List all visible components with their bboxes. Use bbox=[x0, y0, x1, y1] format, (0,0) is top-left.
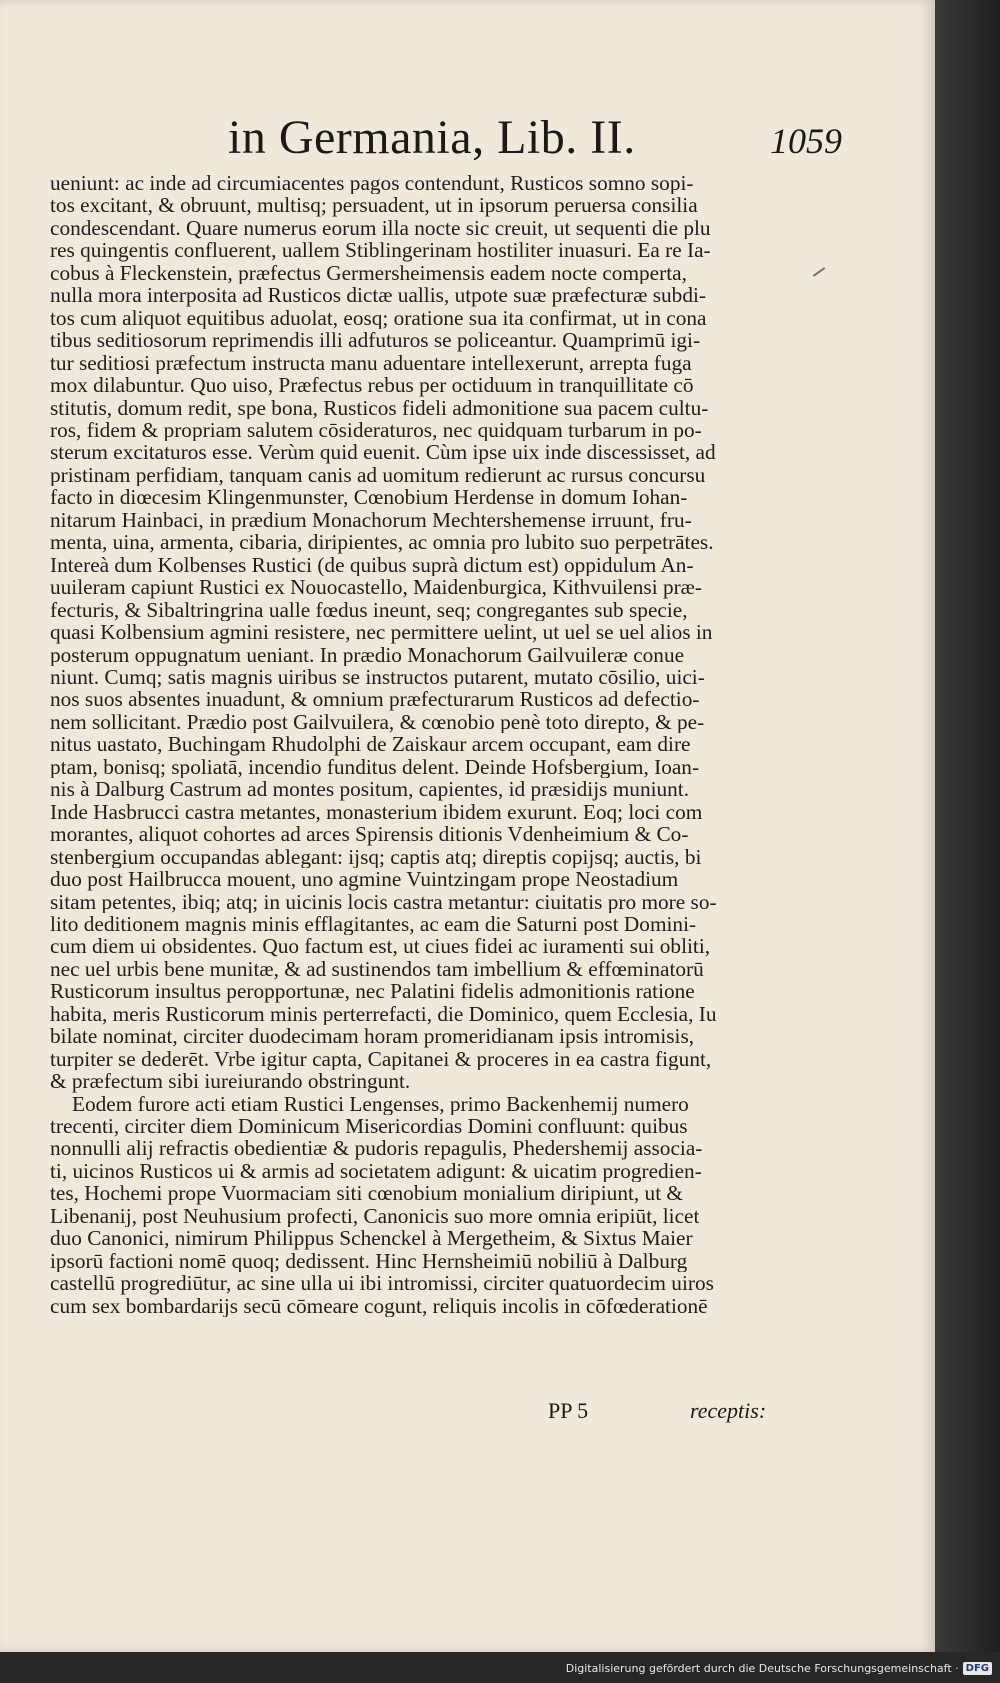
text-line: posterum oppugnatum ueniant. In prædio Monachorum Gailvuileræ conue bbox=[50, 643, 685, 666]
margin-mark bbox=[813, 267, 826, 277]
text-line: & præfectum sibi iureiurando obstringunt. bbox=[50, 1070, 411, 1093]
text-line: nis à Dalburg Castrum ad montes positum, capientes, id præsidijs muniunt. bbox=[50, 778, 690, 801]
text-line: menta, uina, armenta, cibaria, diripientes, ac omnia pro lubito suo perpetrātes. bbox=[50, 531, 714, 554]
text-line: Inde Hasbrucci castra metantes, monasterium ibidem exurunt. Eoq; loci com bbox=[50, 800, 703, 824]
text-line: stenbergium occupandas ablegant: ijsq; captis atq; direptis copijsq; auctis, bi bbox=[50, 845, 702, 869]
text-line: trecenti, circiter diem Dominicum Misericordias Domini confluunt: quibus bbox=[50, 1115, 688, 1138]
text-line: habita, meris Rusticorum minis perterrefacti, die Dominico, quem Ecclesia, Iu bbox=[50, 1002, 717, 1026]
dfg-logo-icon: DFG bbox=[963, 1662, 992, 1675]
text-line: ueniunt: ac inde ad circumiacentes pagos contendunt, Rusticos somno sopi- bbox=[50, 172, 694, 195]
text-line: lito deditionem magnis minis efflagitantes, ac eam die Saturni post Domini- bbox=[50, 912, 697, 936]
text-line: Intereà dum Kolbenses Rustici (de quibus suprà dictum est) oppidulum An- bbox=[50, 553, 694, 577]
text-line: pristinam perfidiam, tanquam canis ad uomitum redierunt ac rursus concursu bbox=[50, 463, 706, 487]
text-line: tos excitant, & obruunt, multisq; persuadent, ut in ipsorum peruersa consilia bbox=[50, 194, 698, 217]
text-line: sterum excitaturos esse. Verùm quid euenit. Cùm ipse uix inde discessisset, ad bbox=[50, 441, 716, 464]
catchword: receptis: bbox=[690, 1398, 767, 1423]
credit-line bbox=[566, 1659, 992, 1677]
text-line: nulla mora interposita ad Rusticos dictæ uallis, utpote suæ præfecturæ subdi- bbox=[50, 284, 706, 307]
text-line: Rusticorum insultus peropportunæ, nec Palatini fidelis admonitionis ratione bbox=[50, 980, 695, 1003]
text-line: res quingentis confluerent, uallem Stiblingerinam hostiliter inuasuri. Ea re Ia- bbox=[50, 239, 711, 262]
text-line: nos suos absentes inuadunt, & omnium præfecturarum Rusticos ad defectio- bbox=[50, 688, 700, 711]
text-line: fecturis, & Sibaltringrina ualle fœdus ineunt, seq; congregantes sub specie, bbox=[50, 598, 688, 622]
text-line: tibus seditiosorum reprimendis illi adfuturos se policeantur. Quamprimū igi- bbox=[50, 329, 701, 352]
text-line: Eodem furore acti etiam Rustici Lengenses, primo Backenhemij numero bbox=[72, 1092, 689, 1116]
page-number: 1059 bbox=[770, 121, 842, 161]
text-line: ipsorū factioni nomē quoq; dedissent. Hinc Hernsheimiū nobiliū à Dalburg bbox=[50, 1249, 688, 1273]
text-line: ptam, bonisq; spoliatā, incendio funditus delent. Deinde Hofsbergium, Ioan- bbox=[50, 755, 700, 779]
text-line: Libenanij, post Neuhusium profecti, Canonicis suo more omnia eripiūt, licet bbox=[50, 1204, 700, 1228]
signature-mark: PP 5 bbox=[548, 1398, 589, 1423]
credit-text: Digitalisierung gefördert durch die Deutsche Forschungsgemeinschaft · bbox=[565, 1661, 959, 1675]
text-line: nec uel urbis bene munitæ, & ad sustinendos tam imbellium & effœminatorū bbox=[50, 957, 704, 981]
running-head: in Germania, Lib. II. bbox=[228, 111, 636, 164]
body-text bbox=[50, 172, 785, 1317]
text-line: tos cum aliquot equitibus aduolat, eosq; oratione sua ita confirmat, ut in cona bbox=[50, 306, 707, 330]
text-line: turpiter se dederēt. Vrbe igitur capta, Capitanei & proceres in ea castra figunt, bbox=[50, 1047, 712, 1071]
text-line: stitutis, domum redit, spe bona, Rusticos fideli admonitione sua pacem cultu- bbox=[50, 396, 709, 419]
page-edge-shadow bbox=[935, 0, 1000, 1652]
text-line: facto in diœcesim Klingenmunster, Cœnobium Herdense in domum Iohan- bbox=[50, 486, 688, 509]
text-line: niunt. Cumq; satis magnis uiribus se instructos putarent, mutato cōsilio, uici- bbox=[50, 665, 705, 689]
text-line: tur seditiosi præfectum instructa manu aduentare intellexerunt, arrepta fuga bbox=[50, 351, 692, 375]
text-line: uuileram capiunt Rustici ex Nouocastello, Maidenburgica, Kithvuilensi præ- bbox=[50, 576, 702, 599]
text-line: nem sollicitant. Prædio post Gailvuilera, & cœnobio penè toto direpto, & pe- bbox=[50, 710, 705, 734]
text-line: condescendant. Quare numerus eorum illa nocte sic creuit, ut sequenti die plu bbox=[50, 216, 711, 240]
text-line: castellū progrediūtur, ac sine ulla ui ibi intromissi, circiter quatuordecim uiros bbox=[50, 1272, 714, 1295]
text-line: ros, fidem & propriam salutem cōsideraturos, nec quidquam turbarum in po- bbox=[50, 418, 702, 442]
text-line: nitarum Hainbaci, in prædium Monachorum Mechtershemense irruunt, fru- bbox=[50, 508, 692, 532]
page-footer bbox=[0, 1398, 935, 1428]
text-line: quasi Kolbensium agmini resistere, nec permittere uelint, ut uel se uel alios in bbox=[50, 621, 713, 644]
text-line: nitus uastato, Buchingam Rhudolphi de Zaiskaur arcem occupant, eam dire bbox=[50, 733, 691, 756]
text-line: cobus à Fleckenstein, præfectus Germersheimensis eadem nocte comperta, bbox=[50, 261, 687, 285]
text-line: duo post Hailbrucca mouent, uno agmine Vuintzingam prope Neostadium bbox=[50, 868, 679, 891]
text-line: tes, Hochemi prope Vuormaciam siti cœnobium monialium diripiunt, ut & bbox=[50, 1182, 683, 1205]
text-line: mox dilabuntur. Quo uiso, Præfectus rebus per octiduum in tranquillitate cō bbox=[50, 374, 694, 397]
text-line: nonnulli alij refractis obedientiæ & pudoris repagulis, Phedershemij associa- bbox=[50, 1137, 703, 1160]
text-line: morantes, aliquot cohortes ad arces Spirensis ditionis Vdenheimium & Co- bbox=[50, 823, 689, 846]
text-line: ti, uicinos Rusticos ui & armis ad societatem adigunt: & uicatim progredien- bbox=[50, 1159, 702, 1183]
text-line: cum diem ui obsidentes. Quo factum est, ut ciues fidei ac iuramenti sui obliti, bbox=[50, 935, 711, 958]
text-line: cum sex bombardarijs secū cōmeare cogunt, reliquis incolis in cōfœderationē bbox=[50, 1294, 708, 1318]
text-line: sitam petentes, ibiq; atq; in uicinis locis castra metantur: ciuitatis pro more so- bbox=[50, 890, 717, 913]
text-line: bilate nominat, circiter duodecimam horam promeridianam ipsis intromisis, bbox=[50, 1025, 695, 1048]
text-line: duo Canonici, nimirum Philippus Schenckel à Mergetheim, & Sixtus Maier bbox=[50, 1227, 693, 1250]
